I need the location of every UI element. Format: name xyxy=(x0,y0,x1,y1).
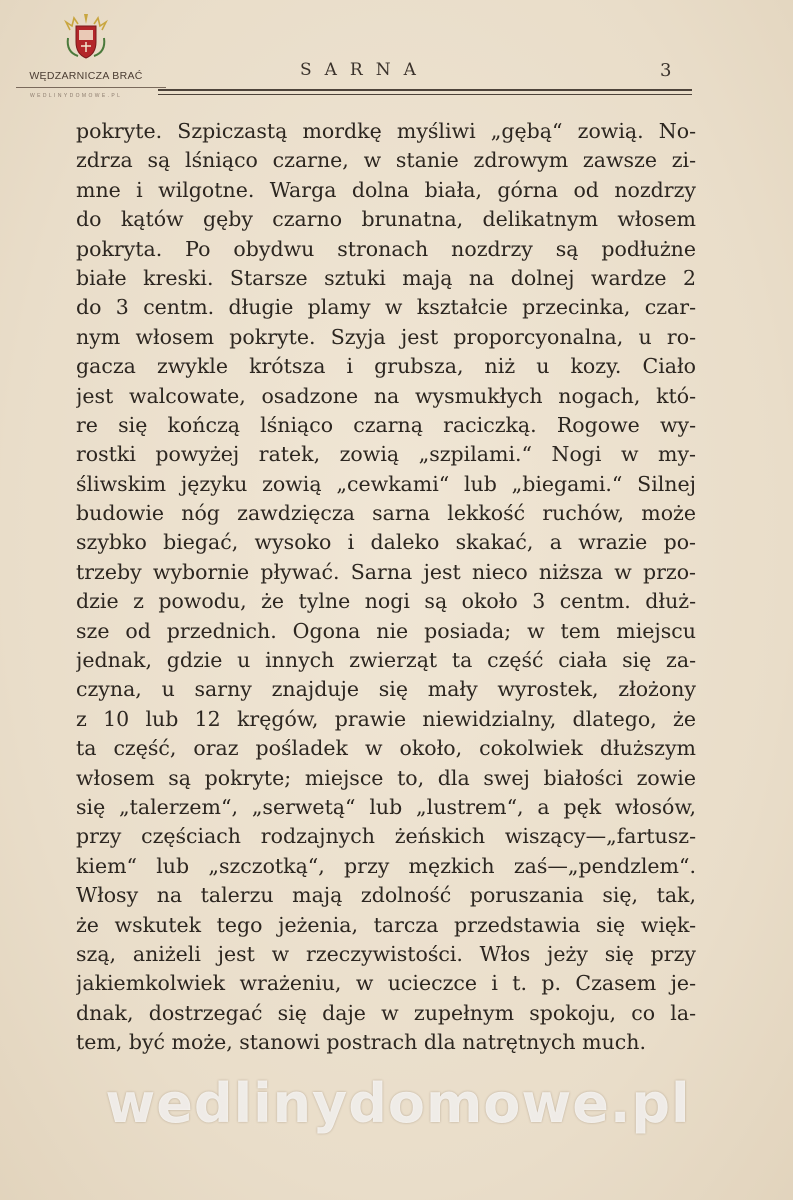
text-line: Włosy na talerzu mają zdolność poruszania się, tak, xyxy=(76,883,696,908)
logo-url: WEDLINYDOMOWE.PL xyxy=(30,93,123,99)
running-title: SARNA xyxy=(300,60,429,80)
text-line: dnak, dostrzegać się daje w zupełnym spokoju, co la- xyxy=(76,1000,696,1025)
header-rule-secondary xyxy=(158,94,692,95)
logo-divider xyxy=(16,87,166,88)
text-line-last: tem, być może, stanowi postrach dla natrętnych much. xyxy=(76,1030,646,1055)
text-line: nym włosem pokryte. Szyja jest proporcyonalna, u ro- xyxy=(76,324,696,349)
text-line: się „talerzem“, „serwetą“ lub „lustrem“, a pęk włosów, xyxy=(76,794,696,819)
text-line: sze od przednich. Ogona nie posiada; w tem miejscu xyxy=(76,618,696,643)
text-line: do kątów gęby czarno brunatna, delikatnym włosem xyxy=(76,207,696,232)
text-line: mne i wilgotne. Warga dolna biała, górna od nozdrzy xyxy=(76,177,696,202)
text-line: kiem“ lub „szczotką“, przy męzkich zaś—„pendzlem“. xyxy=(76,853,696,878)
text-line: rostki powyżej ratek, zowią „szpilami.“ Nogi w my- xyxy=(76,442,696,467)
watermark: wedlinydomowe.pl xyxy=(105,1072,691,1135)
text-line: włosem są pokryte; miejsce to, dla swej białości zowie xyxy=(76,765,696,790)
crest-icon xyxy=(64,12,108,62)
text-line: szybko biegać, wysoko i daleko skakać, a wrazie po- xyxy=(76,530,696,555)
text-line: dzie z powodu, że tylne nogi są około 3 centm. dłuż- xyxy=(76,589,696,614)
text-line: przy częściach rodzajnych żeńskich wiszący—„fartusz- xyxy=(76,824,696,849)
text-line: re się kończą lśniąco czarną raciczką. Rogowe wy- xyxy=(76,412,696,437)
text-line: do 3 centm. długie plamy w kształcie przecinka, czar- xyxy=(76,295,696,320)
text-line: pokryta. Po obydwu stronach nozdrzy są podłużne xyxy=(76,236,696,261)
text-line: gacza zwykle krótsza i grubsza, niż u kozy. Ciało xyxy=(76,354,696,379)
text-line: ta część, oraz pośladek w około, cokolwiek dłuższym xyxy=(76,736,696,761)
text-line: jest walcowate, osadzone na wysmukłych nogach, któ- xyxy=(76,383,696,408)
text-line: pokryte. Szpiczastą mordkę myśliwi „gębą“ zowią. No- xyxy=(76,119,696,143)
logo-name: WĘDZARNICZA BRAĆ xyxy=(29,70,143,82)
body-text xyxy=(76,117,696,1058)
text-line: budowie nóg zawdzięcza sarna lekkość ruchów, może xyxy=(76,501,696,526)
text-line: zdrza są lśniąco czarne, w stanie zdrowym zawsze zi- xyxy=(76,148,696,173)
page-number: 3 xyxy=(660,60,672,81)
text-line: trzeby wybornie pływać. Sarna jest nieco niższa w przo- xyxy=(76,559,696,584)
text-line: jednak, gdzie u innych zwierząt ta część ciała się za- xyxy=(76,648,696,673)
text-line: z 10 lub 12 kręgów, prawie niewidzialny, dlatego, że xyxy=(76,706,696,731)
text-line: jakiemkolwiek wrażeniu, w ucieczce i t. p. Czasem je- xyxy=(76,971,696,996)
text-line: szą, aniżeli jest w rzeczywistości. Włos jeży się przy xyxy=(76,941,696,966)
logo[interactable] xyxy=(16,8,156,99)
text-line: śliwskim języku zowią „cewkami“ lub „biegami.“ Silnej xyxy=(76,471,696,496)
text-line: białe kreski. Starsze sztuki mają na dolnej wardze 2 xyxy=(76,265,696,290)
header-rule xyxy=(158,89,692,91)
text-line: że wskutek tego jeżenia, tarcza przedstawia się więk- xyxy=(76,912,696,937)
text-line: czyna, u sarny znajduje się mały wyrostek, złożony xyxy=(76,677,696,702)
